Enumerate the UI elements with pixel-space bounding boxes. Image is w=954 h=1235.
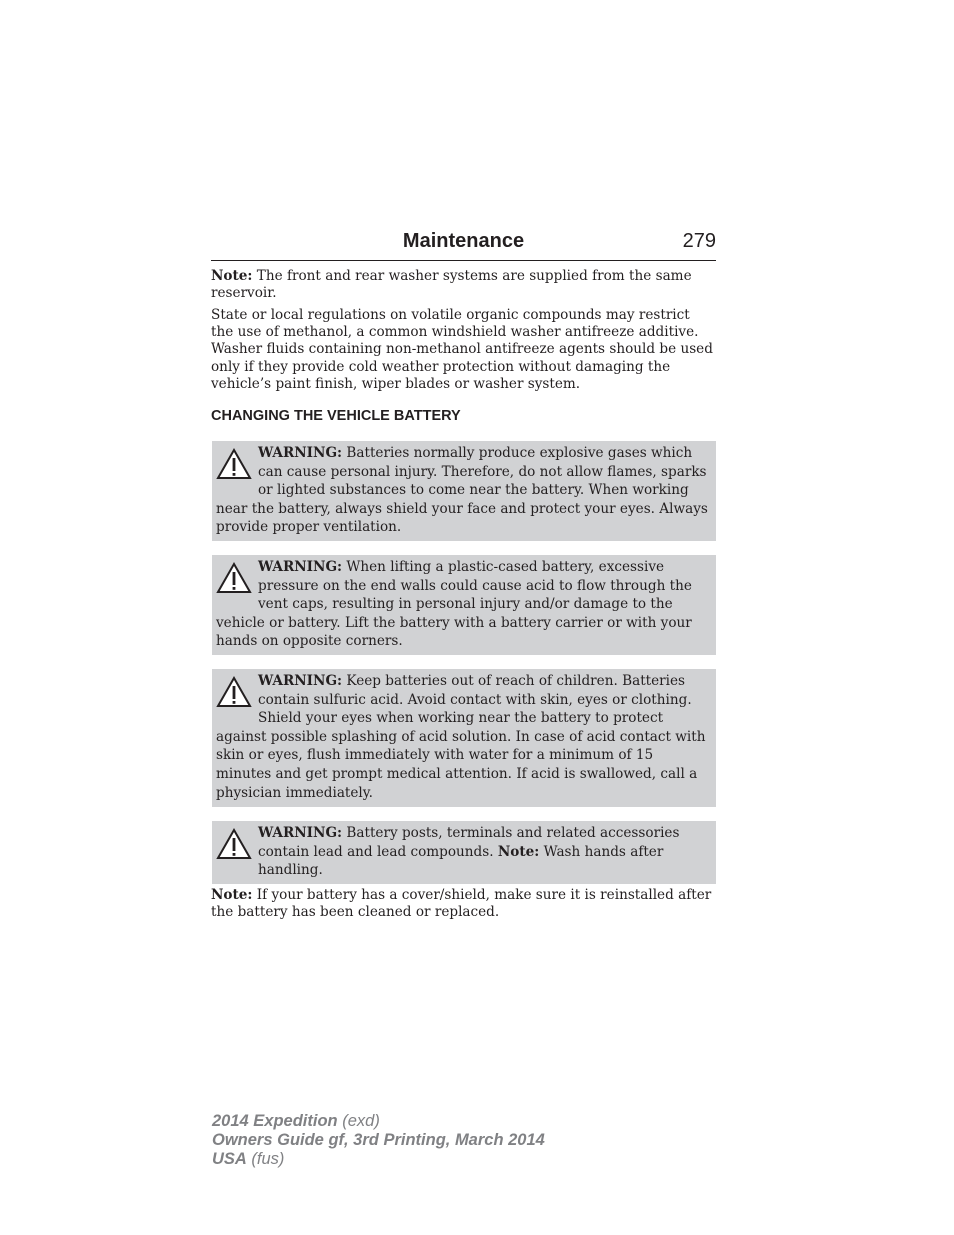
warning-triangle-icon (216, 447, 252, 483)
warning-box (212, 441, 716, 541)
warning-text: WARNING: Batteries normally produce explosive gases which can cause personal injury. Therefore, do not allow flames, sparks or lighted substances to come near the battery. When working near the battery, always shield your face and protect your eyes. Always provide proper ventilation. (216, 445, 708, 536)
warning-label: WARNING: (258, 825, 343, 841)
warning-box (212, 669, 716, 807)
warning-label: WARNING: (258, 445, 343, 461)
warning-triangle-icon (216, 675, 252, 711)
warning-label: WARNING: (258, 559, 343, 575)
page-footer (212, 1112, 545, 1169)
methanol-paragraph: State or local regulations on volatile organic compounds may restrict the use of methanol, a common windshield washer antifreeze additive. Washer fluids containing non-methanol antifreeze agents should be used only if they provide cold weather protection without damaging the vehicle’s paint finish, wiper blades or washer system. (211, 307, 713, 392)
cover-note (211, 887, 716, 921)
page-number: 279 (682, 230, 716, 252)
footer-edition-line: Owners Guide gf, 3rd Printing, March 2014 (212, 1131, 545, 1149)
note-label: Note: (497, 843, 540, 860)
warning-box (212, 821, 716, 884)
warning-box (212, 555, 716, 655)
note-label: Note: (211, 887, 253, 903)
section-title: Maintenance (402, 230, 525, 252)
note-text: The front and rear washer systems are supplied from the same reservoir. (211, 268, 692, 302)
warning-text: WARNING: Battery posts, terminals and related accessories contain lead and lead compounds. Note: Wash hands after handling. (258, 825, 680, 879)
footer-market-line: USA (fus) (212, 1150, 285, 1168)
warning-triangle-icon (216, 827, 252, 863)
washer-note (211, 268, 716, 302)
note-label: Note: (211, 268, 253, 284)
page-header (211, 230, 716, 261)
footer-model-line: 2014 Expedition (exd) (212, 1112, 380, 1130)
note-text: If your battery has a cover/shield, make sure it is reinstalled after the battery has been cleaned or replaced. (211, 887, 712, 921)
warning-triangle-icon (216, 561, 252, 597)
section-heading: CHANGING THE VEHICLE BATTERY (211, 408, 461, 424)
warning-text: WARNING: When lifting a plastic-cased battery, excessive pressure on the end walls could cause acid to flow through the vent caps, resulting in personal injury and/or damage to the vehicle or battery. Lift the battery with a battery carrier or with your hands on opposite corners. (216, 559, 692, 650)
warning-label: WARNING: (258, 673, 343, 689)
warning-text: WARNING: Keep batteries out of reach of children. Batteries contain sulfuric acid. Avoid contact with skin, eyes or clothing. Shield your eyes when working near the battery to protect against possible splashing of acid solution. In case of acid contact with skin or eyes, flush immediately with water for a minimum of 15 minutes and get prompt medical attention. If acid is swallowed, call a physician immediately. (216, 673, 706, 801)
